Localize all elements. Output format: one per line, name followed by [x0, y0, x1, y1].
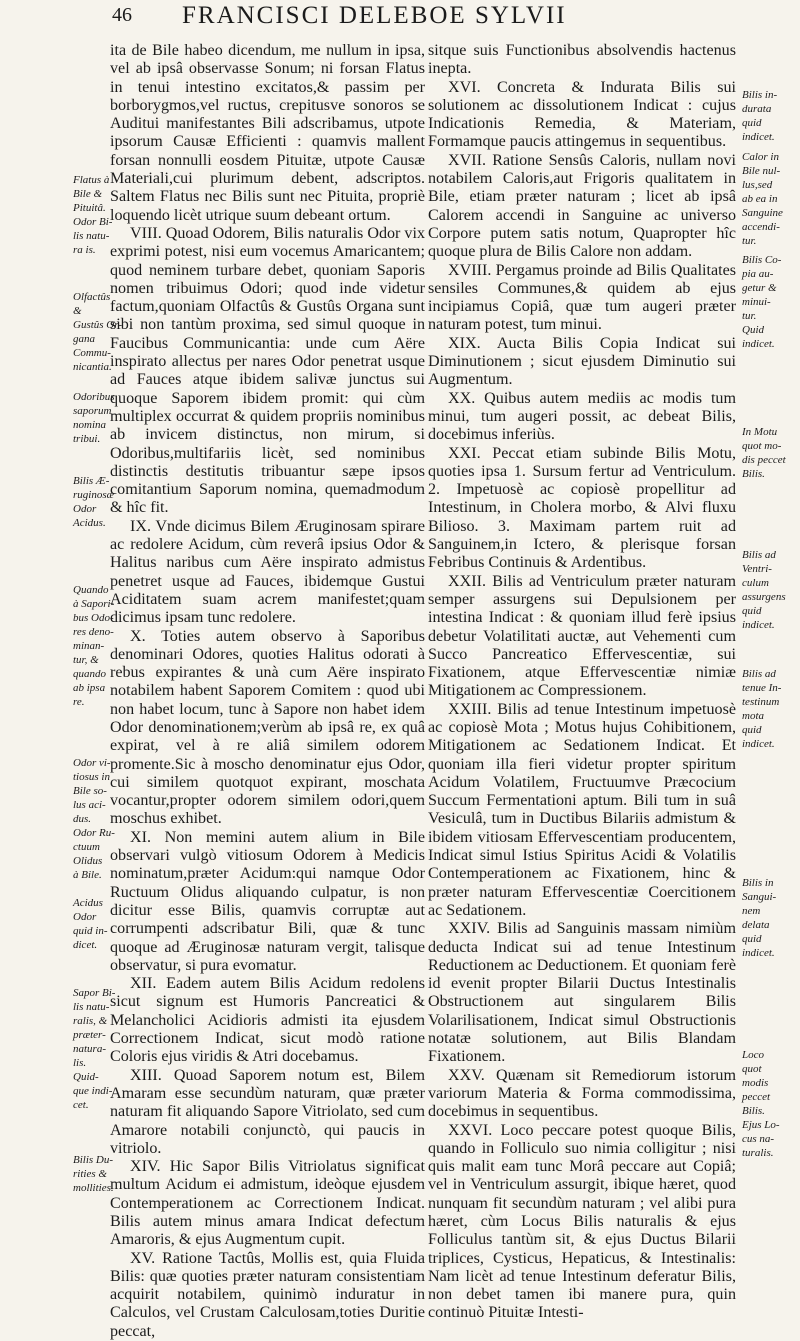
marginal-note-line: Bile so-	[73, 785, 107, 797]
marginal-note-line: Bile &	[73, 188, 103, 200]
marginal-note	[73, 1153, 123, 1195]
paragraph: XXV. Quænam sit Remediorum istorum variorum Materia & Forma commodissima, docebimus in sequentibus.	[428, 1066, 736, 1121]
marginal-note-line: Acidus.	[73, 517, 106, 529]
marginal-note-line: à Bile.	[73, 869, 102, 881]
paragraph: XII. Eadem autem Bilis Acidum redolens sicut signum est Humoris Pancreatici & Melancholici Acidioris admisti ita ejusdem Correctionem Indicat, sicut modò ratione Coloris ejus viridis & Atri docebamus.	[110, 975, 425, 1066]
paragraph: XI. Non memini autem alium in Bile observari vulgò vitiosum Odorem à Medicis nominatum,præter Acidum:qui namque Odor Ructuum Olidus aliquando culpatur, is non dicitur esse Bilis, quamvis corruptæ aut corrumpenti adscribatur Bili, quæ & tunc quoque ad Æruginosæ naturam vergit, talisque observatur, si pura evomatur.	[110, 828, 425, 974]
marginal-note-line: Odor	[73, 911, 97, 923]
marginal-note-line: Ejus Lo-	[742, 1119, 780, 1131]
marginal-note	[73, 173, 123, 257]
marginal-note-line: turalis.	[742, 1147, 774, 1159]
marginal-note-line: natura-	[73, 1043, 106, 1055]
paragraph: XXII. Bilis ad Ventriculum præter naturam semper assurgens sui Depulsionem per intestina Indicat : & quoniam illud ferè ipsius debetur Volatilitati auctæ, aut Vehementi cum Succo Pancreatico Effervescentiæ, sui Fixationem, atque Effervescentiæ nimiæ Mitigationem ac Compressionem.	[428, 572, 736, 700]
marginal-note-line: getur &	[742, 282, 777, 294]
marginal-note	[73, 390, 123, 446]
marginal-note-line: Pituitâ.	[73, 202, 106, 214]
marginal-note-line: Bile nul-	[742, 165, 781, 177]
marginal-note-line: Odor vi-	[73, 757, 111, 769]
marginal-note-line: re.	[73, 696, 85, 708]
marginal-note-line: &	[73, 305, 82, 317]
marginal-note-line: bus Odo-	[73, 612, 114, 624]
paragraph: XIX. Aucta Bilis Copia Indicat sui Diminutionem ; sicut ejusdem Diminutio sui Augmentum.	[428, 334, 736, 389]
paragraph: XIII. Quoad Saporem notum est, Bilem Amaram esse secundùm naturam, quæ præter naturam fit aliquando Sapore Vitriolato, sed cum Amarore notabili conjunctò, qui paucis in vitriolo.	[110, 1066, 425, 1157]
marginal-note-line: res deno-	[73, 626, 114, 638]
marginal-note-line: culum	[742, 577, 769, 589]
marginal-note-line: Odor	[73, 503, 97, 515]
marginal-note-line: dus.	[73, 813, 92, 825]
marginal-note-line: Quid	[742, 324, 764, 336]
marginal-note-line: ralis, &	[73, 1015, 108, 1027]
marginal-note-line: Bilis Co-	[742, 254, 782, 266]
paragraph: IX. Vnde dicimus Bilem Æruginosam spirare ac redolere Acidum, cùm reverâ ipsius Odor & Halitus naribus cum Aëre inspirato admistus penetret usque ad Fauces, ibidemque Gustui Aciditatem suam acrem manifestet;quam dicimus ipsam tunc redolere.	[110, 517, 425, 627]
marginal-note	[742, 876, 794, 960]
marginal-note-line: lis natu-	[73, 230, 110, 242]
marginal-note-line: ctuum	[73, 841, 100, 853]
marginal-note-line: rities &	[73, 1168, 107, 1180]
marginal-note-line: Bilis ad	[742, 549, 776, 561]
marginal-note-line: Odoribus	[73, 391, 115, 403]
marginal-note-line: Flatus à	[73, 174, 110, 186]
paragraph: X. Toties autem observo à Saporibus denominari Odores, quoties Halitus odorati à rebus expirantes & unà cum Aëre inspirato notabilem habent Saporem Comitem : quod ubi non habet locum, tunc à Sapore non habet idem Odor denominationem;verùm ab ipsâ re, ex quâ expirat, vel à re aliâ similem odorem promente.Sic à moscho denominatur ejus Odor, cui similem quotquot expirant, moschata vocantur,propter odorem similem odori,quem moschus exhibet.	[110, 627, 425, 828]
marginal-note-line: pia au-	[742, 268, 774, 280]
marginal-note-line: indicet.	[742, 738, 775, 750]
marginal-note-line: Odor Ru-	[73, 827, 115, 839]
marginal-note-line: quid	[742, 605, 762, 617]
marginal-note-line: tur.	[742, 235, 757, 247]
marginal-note	[742, 88, 794, 144]
marginal-note-line: Olidus	[73, 855, 103, 867]
marginal-note-line: tur, &	[73, 654, 99, 666]
marginal-note-line: præter-	[73, 1029, 106, 1041]
marginal-note-line: à Sapori-	[73, 598, 115, 610]
marginal-note-line: Loco	[742, 1049, 764, 1061]
marginal-note-line: Gustûs Or-	[73, 319, 122, 331]
marginal-note-line: tribui.	[73, 433, 101, 445]
marginal-note-line: ra is.	[73, 244, 96, 256]
marginal-note-line: Calor in	[742, 151, 779, 163]
marginal-note-line: lis natu-	[73, 1001, 110, 1013]
paragraph: ita de Bile habeo dicendum, me nullum in ipsa, vel ab ipsâ observasse Sonum; ni forsan Flatus in tenui intestino excitatos,& passim per borborygmos,vel ructus, crepitusve sonoros se Auditui manifestantes Bili adscribamus, utpote ipsorum Causæ Efficienti : quamvis mallent forsan nonnulli eosdem Pituitæ, utpote Causæ Materiali,cui plurimum debent, adscriptos. Saltem Flatus nec Bilis sunt nec Pituita, propriè loquendo licèt utrique suum debeant ortum.	[110, 42, 425, 224]
marginal-note-line: ab ipsa	[73, 682, 106, 694]
paragraph: XXVI. Loco peccare potest quoque Bilis, quando in Folliculo suo nimia colligitur ; nisi quis malit eam tunc Morâ peccare aut Copiâ; vel in Ventriculum assurgit, ibique hæret, quod nunquam fit secundùm naturam ; vel alibi pura hæret, cùm Locus Bilis naturalis & ejus Folliculus tantùm sit, & ejus Ductus Bilarii triplices, Cysticus, Hepaticus, & Intestinalis: Nam licèt ad tenue Intestinum deferatur Bilis, non debet tamen ibi manere pura, quin continuò Pituitæ Intesti-	[428, 1121, 736, 1322]
marginal-note-line: Bilis in-	[742, 89, 778, 101]
page-header	[0, 0, 800, 38]
marginal-note-line: tiosus in	[73, 771, 110, 783]
left-column	[110, 42, 425, 1341]
marginal-note-line: Sapor Bi-	[73, 987, 116, 999]
marginal-note-line: tur.	[742, 310, 757, 322]
marginal-note-line: Sangui-	[742, 891, 777, 903]
paragraph: XVIII. Pergamus proinde ad Bilis Qualitates sensiles Communes,& quidem ab ejus incipiamus Copiâ, quæ tum augeri præter naturam potest, tum minui.	[428, 261, 736, 334]
marginal-note-line: Bilis Æ-	[73, 475, 110, 487]
marginal-note-line: saporum	[73, 405, 112, 417]
marginal-note-line: minan-	[73, 640, 105, 652]
marginal-note-line: lis.	[73, 1057, 87, 1069]
marginal-note-line: que indi-	[73, 1085, 113, 1097]
marginal-note-line: Olfactûs	[73, 291, 111, 303]
marginal-note-line: nicantia.	[73, 361, 112, 373]
marginal-note-line: lus aci-	[73, 799, 106, 811]
marginal-note-line: Bilis in	[742, 877, 774, 889]
marginal-note-line: quid	[742, 117, 762, 129]
marginal-note-line: modis	[742, 1077, 769, 1089]
paragraph: XX. Quibus autem mediis ac modis tum minui, tum augeri possit, ac debeat Bilis, docebimus inferiùs.	[428, 389, 736, 444]
marginal-note-line: quot	[742, 1063, 762, 1075]
marginal-note-line: Sanguine	[742, 207, 783, 219]
page-number: 46	[112, 4, 132, 26]
marginal-note-line: Commu-	[73, 347, 111, 359]
paragraph: XXI. Peccat etiam subinde Bilis Motu, quoties ipsa 1. Sursum fertur ad Ventriculum. 2. Impetuosè ac copiosè propellitur ad Intestinum, in Cholera morbo, & Alvi fluxu Bilioso. 3. Maximam partem ruit ad Sanguinem,in Ictero, & plerisque forsan Febribus Continuis & Ardentibus.	[428, 444, 736, 572]
paragraph: XXIV. Bilis ad Sanguinis massam nimiùm deducta Indicat sui ad tenue Intestinum Reductionem ac Deductionem. Et quoniam ferè id evenit propter Bilarii Ductus Intestinalis Obstructionem aut singularem Bilis Volarilisationem, Indicat simul Obstructionis notatæ solutionem, aut Bilis Blandam Fixationem.	[428, 920, 736, 1066]
marginal-note	[73, 583, 123, 709]
marginal-note-line: Odor Bi-	[73, 216, 113, 228]
marginal-note-line: ab ea in	[742, 193, 778, 205]
marginal-note-line: dicet.	[73, 939, 98, 951]
paragraph: XXIII. Bilis ad tenue Intestinum impetuosè ac copiosè Mota ; Motus hujus Cohibitionem, Mitigationem ac Sedationem Indicat. Et quoniam illa fieri videtur propter spiritum Acidum Volatilem, Fructuumve Præcocium Succum Fermentationi aptum. Bili tum in suâ Vesiculâ, tum in Ductibus Bilariis admistum & ibidem vitiosam Effervescentiam producentem, Indicat simul Istius Spiritus Acidi & Volatilis Contemperationem ac Fixationem, hinc & præter naturam Effervescentiæ Coercitionem ac Sedationem.	[428, 700, 736, 919]
marginal-note	[742, 1048, 794, 1160]
marginal-note-line: cus na-	[742, 1133, 775, 1145]
marginal-note-line: ruginosæ	[73, 489, 114, 501]
marginal-note	[73, 290, 123, 374]
marginal-note-line: indicet.	[742, 619, 775, 631]
marginal-note-line: indicet.	[742, 947, 775, 959]
marginal-note	[73, 986, 123, 1112]
marginal-note-line: Bilis Du-	[73, 1154, 114, 1166]
marginal-note-line: In Motu	[742, 426, 778, 438]
paragraph: XIV. Hic Sapor Bilis Vitriolatus significat multum Acidum ei admistum, ideòque ejusdem Contemperationem ac Correctionem Indicat. Bilis autem minus amara Indicat defectum Amaroris, & ejus Augmentum cupit.	[110, 1158, 425, 1249]
marginal-note-line: mota	[742, 710, 764, 722]
running-title: FRANCISCI DELEBOE SYLVII	[182, 2, 567, 29]
marginal-note	[742, 425, 794, 481]
marginal-note-line: tenue In-	[742, 682, 782, 694]
marginal-note	[73, 474, 123, 530]
marginal-note-line: Quando	[73, 584, 109, 596]
marginal-note-line: gana	[73, 333, 95, 345]
marginal-note-line: quid	[742, 724, 762, 736]
marginal-note-line: cet.	[73, 1099, 89, 1111]
marginal-note	[742, 667, 794, 751]
marginal-note-line: Ventri-	[742, 563, 772, 575]
marginal-note	[742, 253, 794, 351]
marginal-note-line: testinum	[742, 696, 780, 708]
marginal-note-line: dis peccet	[742, 454, 786, 466]
marginal-note-line: nem	[742, 905, 761, 917]
marginal-note-line: Bilis.	[742, 468, 765, 480]
marginal-note-line: Quid-	[73, 1071, 99, 1083]
marginal-note-line: quid	[742, 933, 762, 945]
marginal-note	[73, 896, 123, 952]
marginal-note-line: indicet.	[742, 131, 775, 143]
paragraph: VIII. Quoad Odorem, Bilis naturalis Odor vix exprimi potest, nisi eum vocemus Amaricantem; quod neminem turbare debet, quoniam Saporis nomen tribuimus Odori; quod inde videtur factum,quoniam Olfactûs & Gustûs Organa sunt sibi non tantùm proxima, sed simul quoque in Faucibus Communicantia: unde cum Aëre inspirato allectus per nares Odor penetrat usque ad Fauces atque ibidem salivæ junctus sui quoque Saporem ibidem promit: qui cùm multiplex occurrat & quidem propriis nominibus ab invicem distinctus, non mirum, si Odoribus,multifariis licèt, sed nominibus distinctis destitutis tribuantur sæpe ipsos comitantium Saporum nomina, quemadmodum & hîc fit.	[110, 224, 425, 517]
marginal-note	[73, 756, 123, 882]
marginal-note-line: Bilis ad	[742, 668, 776, 680]
marginal-note	[742, 548, 794, 632]
marginal-note-line: Acidus	[73, 897, 103, 909]
marginal-note-line: delata	[742, 919, 770, 931]
paragraph: XV. Ratione Tactûs, Mollis est, quia Fluida Bilis: quæ quoties præter naturam consistentiam acquirit notabilem, quinimò induratur in Calculos, vel Crustam Calculosam,toties Duritie peccat,	[110, 1249, 425, 1340]
marginal-note-line: quid in-	[73, 925, 108, 937]
marginal-note	[742, 150, 794, 248]
paragraph: XVI. Concreta & Indurata Bilis sui solutionem ac dissolutionem Indicat : cujus Indicationis Remedia, & Materiam, Formamque paucis attingemus in sequentibus.	[428, 78, 736, 151]
marginal-note-line: quot mo-	[742, 440, 782, 452]
marginal-note-line: durata	[742, 103, 772, 115]
marginal-note-line: peccet	[742, 1091, 771, 1103]
marginal-note-line: quando	[73, 668, 106, 680]
marginal-note-line: lus,sed	[742, 179, 773, 191]
marginal-note-line: Bilis.	[742, 1105, 765, 1117]
right-column	[428, 42, 736, 1323]
paragraph: sitque suis Functionibus absolvendis hactenus inepta.	[428, 42, 736, 78]
marginal-note-line: accendi-	[742, 221, 780, 233]
paragraph: XVII. Ratione Sensûs Caloris, nullam novi notabilem Caloris,aut Frigoris qualitatem in Bile, etiam præter naturam ; licet ab ipsâ Calorem accendi in Sanguine ac universo Corpore putem satis notum, Quapropter hîc quoque plura de Bilis Calore non addam.	[428, 151, 736, 261]
marginal-note-line: nomina	[73, 419, 106, 431]
marginal-note-line: assurgens	[742, 591, 786, 603]
marginal-note-line: indicet.	[742, 338, 775, 350]
marginal-note-line: minui-	[742, 296, 771, 308]
marginal-note-line: mollities.	[73, 1182, 114, 1194]
